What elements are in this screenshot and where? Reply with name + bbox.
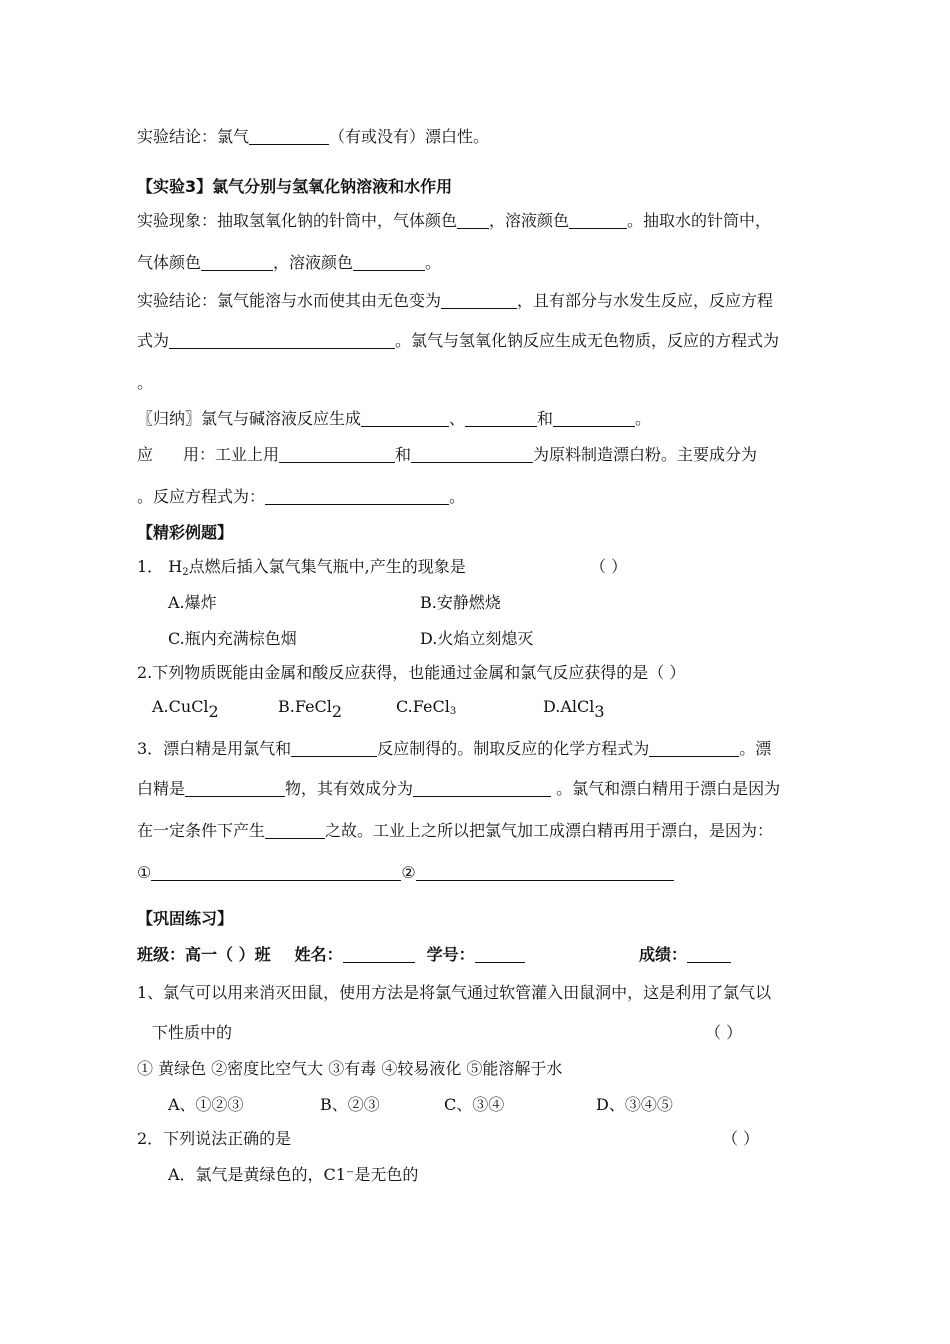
text: 之故。工业上之所以把氯气加工成漂白精再用于漂白，是因为： (325, 821, 774, 840)
answer-blank[interactable] (457, 212, 489, 229)
student-info-line (137, 944, 525, 966)
answer-blank[interactable] (569, 212, 627, 229)
text: 实验现象：抽取氢氧化钠的针筒中，气体颜色 (137, 211, 458, 230)
score-blank[interactable] (687, 946, 731, 963)
text: ，溶液颜色 (273, 253, 354, 272)
answer-blank[interactable] (413, 780, 551, 797)
answer-blank[interactable] (441, 292, 517, 309)
text: 用：工业上用 (183, 445, 280, 464)
answer-blank[interactable] (201, 254, 273, 271)
experiment-3-title: 【实验3】氯气分别与氢氧化钠溶液和水作用 (137, 177, 453, 196)
phenomenon-line-2 (137, 252, 441, 274)
practice-question-1: 1、氯气可以用来消灭田鼠，使用方法是将氯气通过软管灌入田鼠洞中，这是利用了氯气以 (137, 983, 772, 1002)
phenomenon-line (137, 210, 771, 232)
subscript: 3 (449, 706, 457, 717)
text: A.CuCl (152, 697, 209, 716)
text: 实验结论：氯气 (137, 127, 250, 146)
practice-question-2: 2．下列说法正确的是 (137, 1129, 292, 1148)
answer-blank[interactable] (553, 410, 635, 427)
name-label: 姓名： (294, 945, 343, 964)
text: 物，其有效成分为 (285, 779, 414, 798)
answer-blank[interactable] (649, 740, 739, 757)
answer-blank[interactable] (169, 332, 395, 349)
score-label: 成绩： (639, 945, 688, 964)
text: ① (137, 863, 152, 882)
text: B.FeCl (278, 697, 332, 716)
answer-paren[interactable]: （ ） (705, 1023, 743, 1042)
text: 和 (537, 409, 554, 428)
answer-blank[interactable] (291, 740, 377, 757)
text: （有或没有）漂白性。 (329, 127, 490, 146)
question-3 (137, 738, 771, 760)
practice-section-title: 【巩固练习】 (137, 909, 234, 928)
text: 反应制得的。制取反应的化学方程式为 (377, 739, 650, 758)
subscript: 2 (208, 702, 219, 721)
text: 式为 (137, 331, 170, 350)
option-a[interactable]: A.爆炸 (168, 593, 217, 612)
text: 在一定条件下产生 (137, 821, 266, 840)
subscript: 2 (331, 702, 343, 721)
subscript: 3 (594, 702, 605, 721)
text: 。氯气与氢氧化钠反应生成无色物质，反应的方程式为 (395, 331, 780, 350)
property-list: ① 黄绿色 ②密度比空气大 ③有毒 ④较易液化 ⑤能溶解于水 (137, 1059, 563, 1078)
answer-blank[interactable] (416, 864, 674, 881)
option-d[interactable]: D.火焰立刻熄灭 (420, 629, 534, 648)
answer-blank[interactable] (279, 446, 395, 463)
text: 。 (449, 487, 466, 506)
text: 3．漂白精是用氯气和 (137, 739, 292, 758)
question-3-line-2 (137, 778, 780, 800)
option-c[interactable]: C.瓶内充满棕色烟 (168, 629, 297, 648)
text: 。抽取水的针筒中， (627, 211, 772, 230)
practice-question-1-cont: 下性质中的 (152, 1023, 233, 1042)
text: ② (401, 863, 416, 882)
text: 和 (395, 445, 412, 464)
id-label: 学号： (426, 945, 475, 964)
option-c[interactable]: C、③④ (444, 1095, 505, 1114)
question-1 (137, 556, 466, 584)
score-field (639, 944, 731, 966)
period-line: 。 (137, 373, 154, 392)
text: ，溶液颜色 (489, 211, 570, 230)
answer-blank[interactable] (465, 410, 537, 427)
answer-blank[interactable] (265, 822, 325, 839)
text: 1． H (137, 557, 183, 576)
answer-blank[interactable] (411, 446, 533, 463)
text: 。反应方程式为： (137, 487, 266, 506)
option-b[interactable]: B、②③ (320, 1095, 380, 1114)
reaction-equation-line (137, 486, 465, 508)
subscript: 2 (182, 567, 189, 578)
example-section-title: 【精彩例题】 (137, 523, 234, 542)
option-a[interactable]: A、①②③ (168, 1095, 244, 1114)
text: 实验结论：氯气能溶与水而使其由无色变为 (137, 291, 442, 310)
answer-blank[interactable] (151, 864, 401, 881)
option-a[interactable] (152, 696, 219, 723)
answer-blank[interactable] (249, 128, 329, 145)
summary-line (137, 408, 651, 430)
text: 应 (137, 445, 154, 464)
option-d[interactable] (543, 696, 605, 723)
text: 气体颜色 (137, 253, 202, 272)
conclusion-line-2 (137, 290, 773, 312)
text: 白精是 (137, 779, 186, 798)
text: 。 (425, 253, 442, 272)
question-3-line-4 (137, 862, 674, 884)
option-a[interactable]: A．氯气是黄绿色的，C1⁻是无色的 (168, 1165, 419, 1184)
text: C.FeCl (396, 697, 450, 716)
answer-paren[interactable]: （ ） (590, 557, 628, 576)
id-blank[interactable] (475, 946, 525, 963)
equation-line (137, 330, 779, 352)
option-b[interactable]: B.安静燃烧 (420, 593, 501, 612)
text: D.AlCl (543, 697, 595, 716)
answer-blank[interactable] (361, 410, 449, 427)
option-d[interactable]: D、③④⑤ (596, 1095, 673, 1114)
text: 、 (449, 409, 466, 428)
answer-paren[interactable]: （ ） (722, 1129, 760, 1148)
name-blank[interactable] (343, 946, 415, 963)
text: 点燃后插入氯气集气瓶中,产生的现象是 (188, 557, 466, 576)
application-line (137, 444, 757, 466)
conclusion-line (137, 126, 489, 148)
answer-blank[interactable] (185, 780, 285, 797)
text: 〖归纳〗氯气与碱溶液反应生成 (137, 409, 362, 428)
answer-blank[interactable] (265, 488, 449, 505)
text: 。漂 (739, 739, 772, 758)
class-label: 班级：高一（ ）班 (137, 945, 271, 964)
text: 为原料制造漂白粉。主要成分为 (533, 445, 758, 464)
question-3-line-3 (137, 820, 773, 842)
question-2: 2.下列物质既能由金属和酸反应获得，也能通过金属和氯气反应获得的是（ ） (137, 663, 686, 682)
text: 。 (635, 409, 652, 428)
text: ，且有部分与水发生反应，反应方程 (517, 291, 774, 310)
option-b[interactable] (278, 696, 342, 723)
answer-blank[interactable] (353, 254, 425, 271)
text: 。氯气和漂白精用于漂白是因为 (551, 779, 781, 798)
option-c[interactable] (396, 696, 456, 723)
